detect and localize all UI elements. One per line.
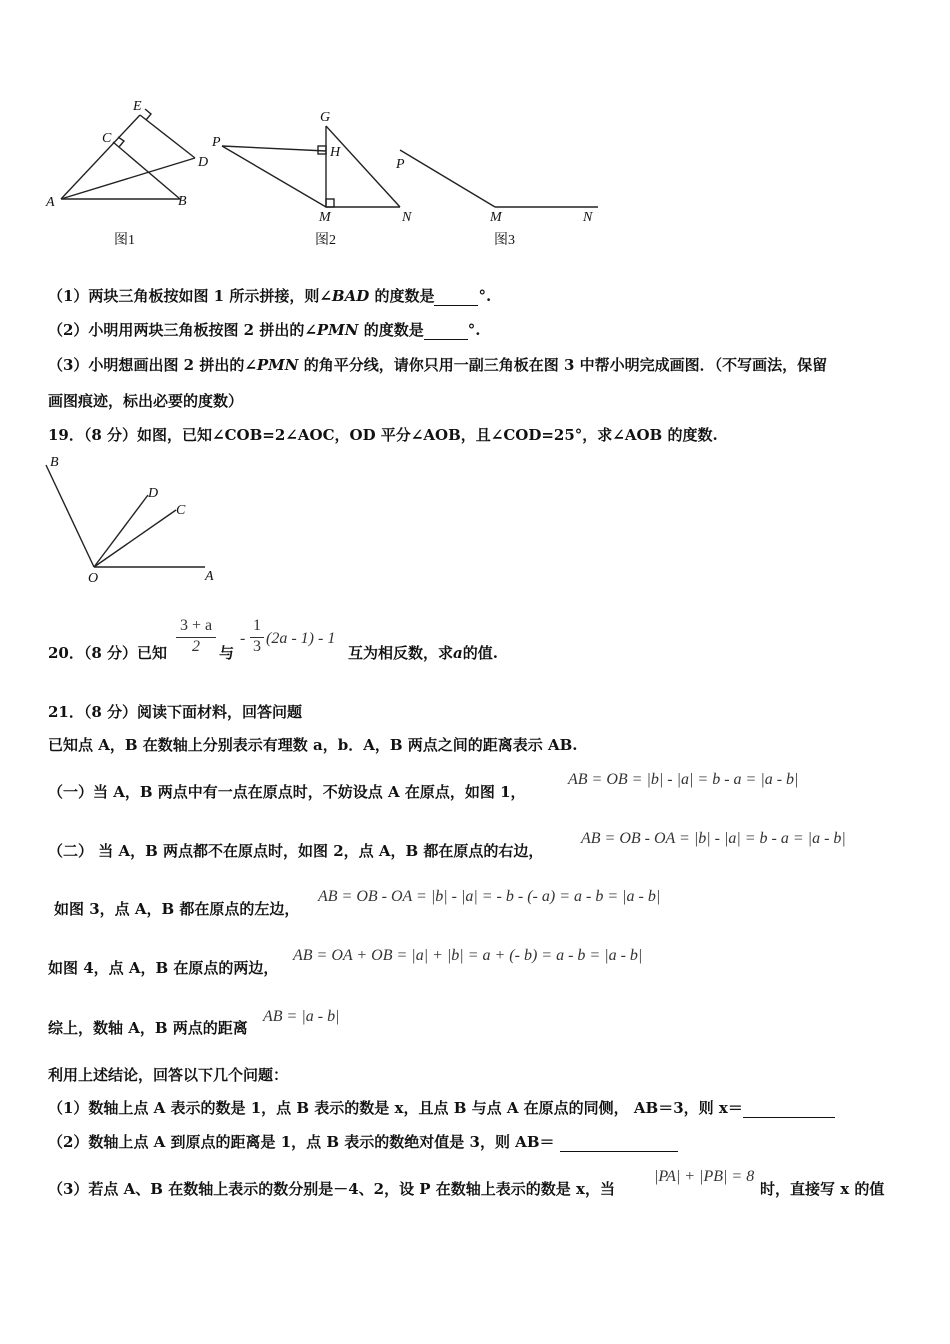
q18-part1: （1）两块三角板按如图 1 所示拼接，则∠BAD 的度数是 °.	[48, 287, 492, 305]
q21-case3: 如图 3，点 A，B 都在原点的左边，	[54, 900, 300, 918]
fig1-label-e: E	[133, 99, 142, 114]
q21-case1: （一）当 A，B 两点中有一点在原点时，不妨设点 A 在原点，如图 1，	[48, 783, 526, 801]
q19-label-b: B	[50, 455, 59, 470]
q21-case4: 如图 4，点 A，B 在原点的两边，	[48, 959, 279, 977]
q21-title: 21．（8 分）阅读下面材料，回答问题	[48, 703, 303, 721]
fig1-label-a: A	[46, 195, 55, 210]
fig1-right-angle-e	[145, 109, 151, 120]
q21-intro: 已知点 A，B 在数轴上分别表示有理数 a，b．A，B 两点之间的距离表示 AB.	[48, 736, 578, 754]
figure-3	[400, 150, 598, 207]
fig3-caption: 图3	[494, 233, 515, 248]
q20-fraction2: 1 3	[250, 617, 264, 656]
top-figures	[0, 0, 950, 260]
q21-part3-a: （3）若点 A、B 在数轴上表示的数分别是－4、2，设 P 在数轴上表示的数是 x，当	[48, 1180, 615, 1198]
fig2-label-g: G	[320, 110, 331, 125]
q19-ray-oc	[94, 510, 176, 567]
q19-ray-od	[94, 495, 148, 567]
answer-blank[interactable]	[434, 290, 478, 306]
fig1-line-ed	[140, 115, 195, 158]
q21-case3-formula: AB = OB - OA = |b| - |a| = - b - (- a) = a - b = |a - b|	[318, 888, 661, 905]
q20-prefix: 20．（8 分）已知	[48, 644, 168, 662]
q20-expression: (2a - 1) - 1	[266, 630, 336, 647]
answer-blank[interactable]	[424, 324, 468, 340]
q21-part3-formula: |PA| + |PB| = 8	[654, 1168, 755, 1185]
fig2-right-angle-m	[326, 199, 334, 207]
q21-case4-formula: AB = OA + OB = |a| + |b| = a + (- b) = a - b = |a - b|	[293, 947, 643, 964]
q20-fraction1: 3 + a 2	[176, 617, 216, 656]
q19-figure	[40, 450, 270, 590]
fig3-label-p: P	[396, 157, 405, 172]
q21-use: 利用上述结论，回答以下几个问题：	[48, 1066, 289, 1084]
fig1-line-cb	[113, 142, 180, 199]
figure-2	[222, 126, 400, 207]
q19-label-o: O	[88, 571, 99, 586]
q19-label-c: C	[176, 503, 186, 518]
q19-text: 19．（8 分）如图，已知∠COB=2∠AOC，OD 平分∠AOB，且∠COD=25°，求∠AOB 的度数.	[48, 426, 718, 444]
q21-summary-formula: AB = |a - b|	[263, 1008, 340, 1025]
q21-case2: （二） 当 A，B 两点都不在原点时，如图 2，点 A，B 都在原点的右边，	[48, 842, 544, 860]
q18-part2: （2）小明用两块三角板按图 2 拼出的∠PMN 的度数是 °.	[48, 321, 481, 339]
q21-case1-formula: AB = OB = |b| - |a| = b - a = |a - b|	[568, 771, 799, 788]
fig1-label-c: C	[102, 131, 112, 146]
fig2-label-n: N	[402, 210, 412, 225]
answer-blank[interactable]	[560, 1136, 678, 1152]
fig2-label-m: M	[319, 210, 331, 225]
fig3-label-m: M	[490, 210, 502, 225]
q20-minus: -	[240, 630, 246, 647]
q21-part1: （1）数轴上点 A 表示的数是 1，点 B 表示的数是 x，且点 B 与点 A 在原点的同侧， AB＝3，则 x＝	[48, 1098, 835, 1118]
q18-part3-line2: 画图痕迹，标出必要的度数）	[48, 392, 244, 410]
fig3-label-n: N	[583, 210, 593, 225]
q20-mid: 与	[219, 644, 235, 662]
q19-label-d: D	[148, 486, 159, 501]
q21-part3-b: 时，直接写 x 的值	[760, 1180, 885, 1198]
q20-suffix: 互为相反数，求a的值.	[348, 644, 498, 662]
figure-1	[61, 109, 195, 199]
fig2-line-gn	[326, 126, 400, 207]
fig1-right-angle-c	[118, 137, 124, 147]
fig2-label-h: H	[330, 145, 341, 160]
q21-summary: 综上，数轴 A，B 两点的距离	[48, 1019, 248, 1037]
fig2-label-p: P	[212, 135, 221, 150]
q21-case2-formula: AB = OB - OA = |b| - |a| = b - a = |a - b|	[581, 830, 846, 847]
fig2-line-ph	[222, 146, 326, 151]
fig3-line-pm	[400, 150, 495, 207]
answer-blank[interactable]	[743, 1102, 835, 1118]
fig1-caption: 图1	[114, 233, 135, 248]
q21-part2: （2）数轴上点 A 到原点的距离是 1，点 B 表示的数绝对值是 3，则 AB＝	[48, 1132, 678, 1152]
q19-label-a: A	[205, 569, 214, 584]
fig1-label-d: D	[198, 155, 209, 170]
q18-part3-line1: （3）小明想画出图 2 拼出的∠PMN 的角平分线，请你只用一副三角板在图 3 中帮小明完成画图．（不写画法，保留	[48, 356, 828, 374]
fig1-label-b: B	[178, 194, 187, 209]
fig2-caption: 图2	[315, 233, 336, 248]
fig2-line-pm	[222, 146, 326, 207]
q19-ray-ob	[46, 465, 94, 567]
